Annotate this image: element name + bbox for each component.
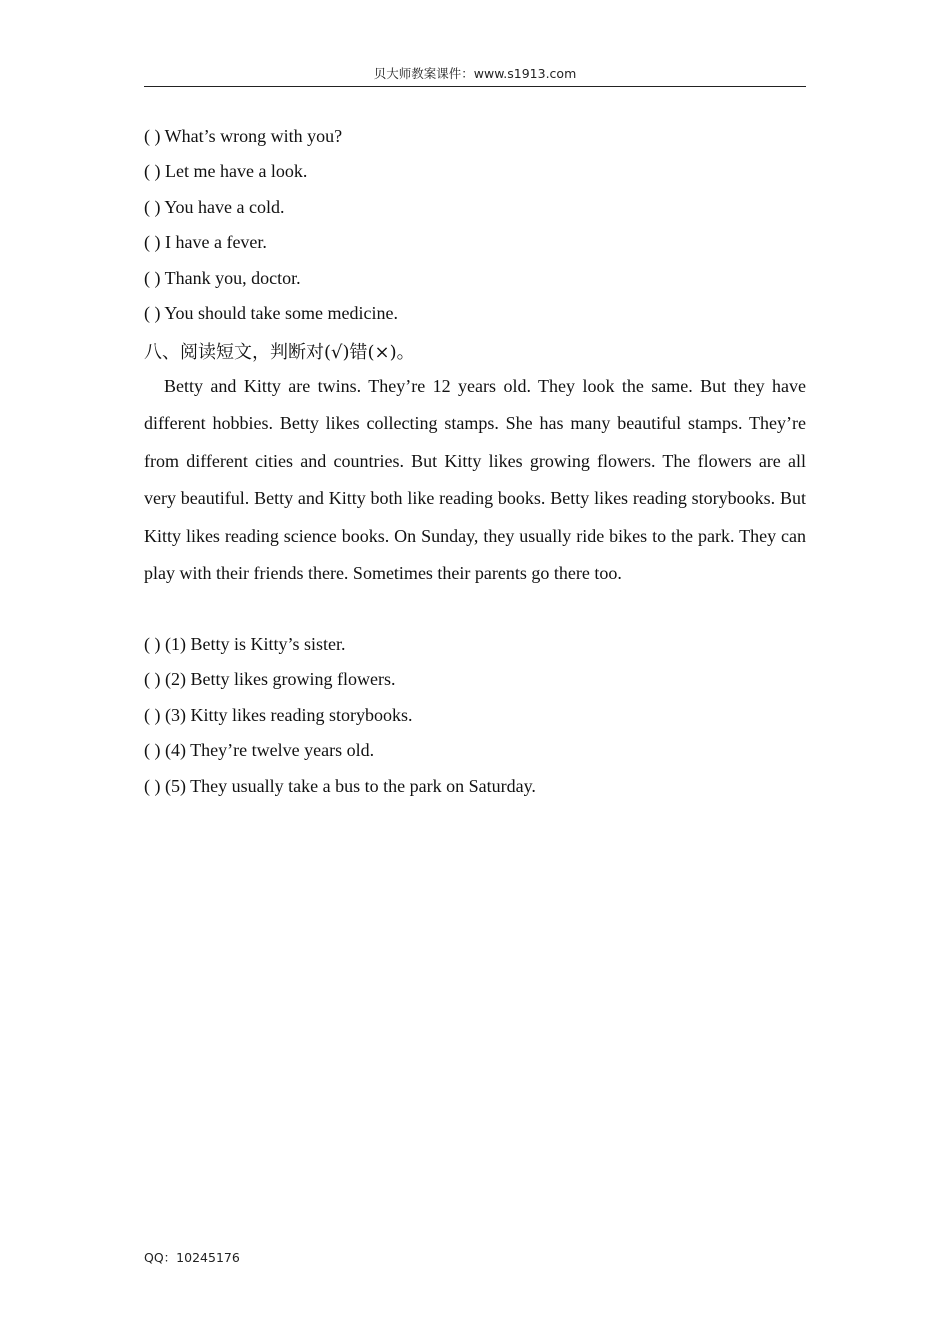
page-footer: QQ：10245176 — [144, 1250, 240, 1265]
dialogue-item: ( ) You have a cold. — [144, 197, 285, 217]
dialogue-item: ( ) Thank you, doctor. — [144, 268, 301, 288]
dialogue-item: ( ) I have a fever. — [144, 232, 267, 252]
question-item: ( ) (5) They usually take a bus to the park on Saturday. — [144, 776, 536, 796]
reading-passage: Betty and Kitty are twins. They’re 12 years old. They look the same. But they have different hobbies. Betty likes collecting stamps. She has many beautiful stamps. They’re from different cities and countries. But Kitty likes growing flowers. The flowers are all very beautiful. Betty and Kitty both like reading books. Betty likes reading storybooks. But Kitty likes reading science books. On Sunday, they usually ride bikes to the park. They can play with their friends there. Sometimes their parents go there too. — [144, 376, 806, 584]
question-item: ( ) (1) Betty is Kitty’s sister. — [144, 634, 346, 654]
section-title: 八、阅读短文，判断对(√)错(×)。 — [144, 342, 415, 363]
dialogue-item: ( ) You should take some medicine. — [144, 303, 398, 323]
question-item: ( ) (2) Betty likes growing flowers. — [144, 669, 396, 689]
question-item: ( ) (3) Kitty likes reading storybooks. — [144, 705, 413, 725]
question-item: ( ) (4) They’re twelve years old. — [144, 740, 375, 760]
page-header: 贝大师教案课件：www.s1913.com — [144, 64, 806, 87]
dialogue-item: ( ) What’s wrong with you? — [144, 126, 343, 146]
dialogue-item: ( ) Let me have a look. — [144, 161, 308, 181]
